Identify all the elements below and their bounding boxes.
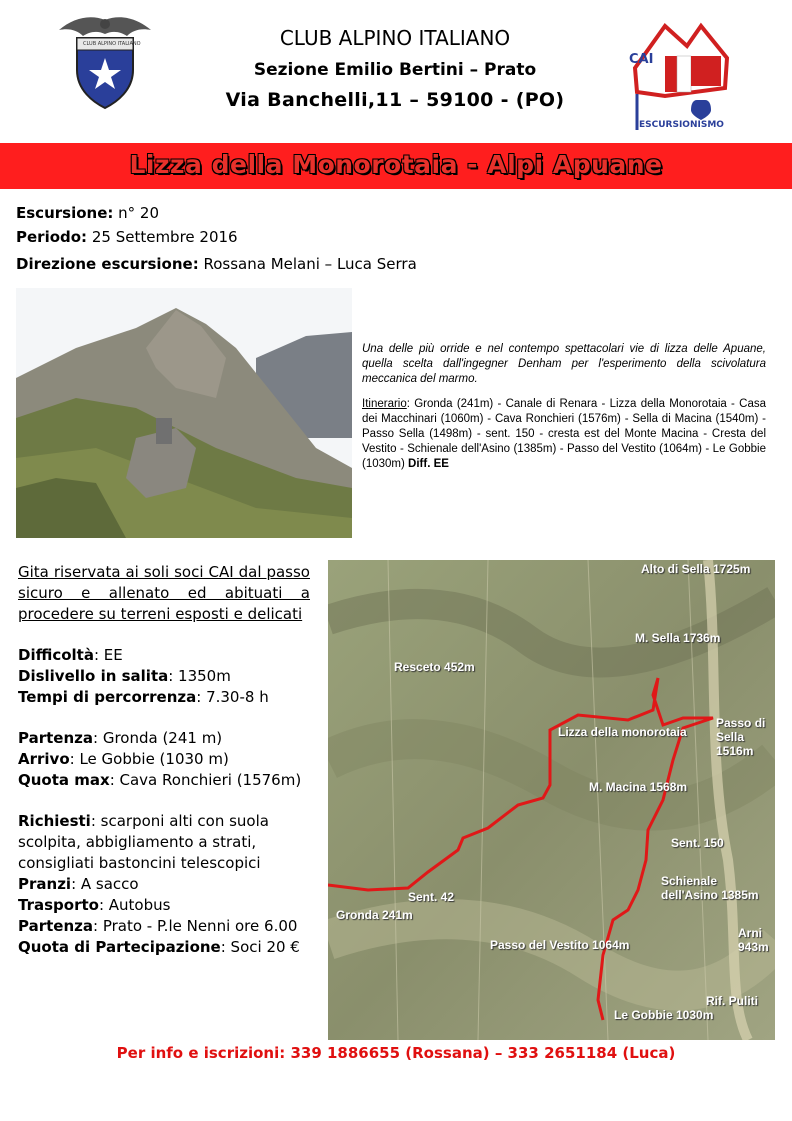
difficulty-note: Diff. EE [408, 458, 449, 470]
map-label-sent-42: Sent. 42 [408, 890, 455, 904]
map-label-passo-del-vestito: Passo del Vestito 1064m [490, 938, 630, 952]
start-value: : Gronda (241 m) [93, 729, 223, 747]
max-altitude-value: : Cava Ronchieri (1576m) [109, 771, 302, 789]
transport-label: Trasporto [18, 896, 99, 914]
difficulty-label: Difficoltà [18, 646, 94, 664]
trip-details [18, 562, 310, 958]
map-label-lizza: Lizza della monorotaia [558, 725, 687, 739]
transport-value: : Autobus [98, 896, 171, 914]
contact-footer: Per info e iscrizioni: 339 1886655 (Rossana) – 333 2651184 (Luca) [116, 1044, 676, 1062]
departure-label: Partenza [18, 917, 93, 935]
direction-row [16, 255, 417, 273]
map-label-rif-puliti: Rif. Puliti [706, 994, 758, 1008]
map-label-m-sella: M. Sella 1736m [635, 631, 721, 645]
excursion-value: n° 20 [118, 204, 160, 222]
arrival-value: : Le Gobbie (1030 m) [69, 750, 229, 768]
address: Via Banchelli,11 – 59100 - (PO) [225, 89, 565, 111]
section-name: Sezione Emilio Bertini – Prato [253, 60, 537, 80]
fee-label: Quota di Partecipazione [18, 938, 221, 956]
max-altitude-label: Quota max [18, 771, 110, 789]
excursion-label: Escursione: [16, 204, 114, 222]
route-group [18, 728, 310, 791]
period-label: Periodo: [16, 228, 88, 246]
org-name: CLUB ALPINO ITALIANO [279, 26, 511, 50]
itinerary-label: Itinerario [362, 398, 407, 410]
map-label-arni: Arni 943m [738, 926, 769, 954]
cai-logo: CLUB ALPINO ITALIANO [55, 12, 155, 112]
direction-label: Direzione escursione: [16, 255, 199, 273]
technical-group [18, 645, 310, 708]
elevation-value: : 1350m [168, 667, 231, 685]
description [362, 342, 766, 482]
map-label-gronda: Gronda 241m [336, 908, 413, 922]
itinerary [362, 397, 766, 472]
period-value: 25 Settembre 2016 [91, 228, 238, 246]
lunch-label: Pranzi [18, 875, 72, 893]
departure-value: : Prato - P.le Nenni ore 6.00 [93, 917, 298, 935]
lunch-value: : A sacco [71, 875, 139, 893]
fee-value: : Soci 20 € [220, 938, 300, 956]
required-value: : scarponi alti con suola scolpita, abbigliamento a strati, consigliati bastoncini telescopici [18, 812, 269, 872]
escursionismo-logo: CAI ESCURSIONISMO [625, 18, 735, 138]
elevation-label: Dislivello in salita [18, 667, 169, 685]
time-label: Tempi di percorrenza [18, 688, 197, 706]
excursion-number-row [16, 204, 159, 222]
direction-value: Rossana Melani – Luca Serra [203, 255, 417, 273]
route-map [328, 560, 775, 1040]
map-label-schienale: Schienale dell'Asino 1385m [661, 874, 759, 902]
page-title: Lizza della Monorotaia - Alpi Apuane [129, 150, 663, 179]
map-label-sent-150: Sent. 150 [671, 836, 724, 850]
required-label: Richiesti [18, 812, 91, 830]
mountain-photo [16, 288, 352, 538]
warning-text: Gita riservata ai soli soci CAI dal passo sicuro e allenato ed abituati a procedere su terreni esposti e delicati [18, 563, 310, 623]
arrival-label: Arrivo [18, 750, 70, 768]
map-label-passo-di-sella: Passo di Sella 1516m [716, 716, 766, 758]
logistics-group [18, 811, 310, 958]
map-label-m-macina: M. Macina 1568m [589, 780, 688, 794]
period-row [16, 228, 238, 246]
time-value: : 7.30-8 h [196, 688, 269, 706]
start-label: Partenza [18, 729, 93, 747]
map-label-alto-di-sella: Alto di Sella 1725m [641, 562, 751, 576]
difficulty-value: : EE [93, 646, 123, 664]
itinerary-text: : Gronda (241m) - Canale di Renara - Lizza della Monorotaia - Casa dei Macchinari (1060m) - Cava Ronchieri (1576m) - Sella di Macina (1540m) - Passo Sella (1498m) - sent. 150 - cresta est del Monte Macina - Cresta del Vestito - Schienale dell'Asino (1385m) - Passo del Vestito (1064m) - Le Gobbie (1030m) [362, 398, 766, 470]
intro-text: Una delle più orride e nel contempo spettacolari vie di lizza delle Apuane, quella scelta dall'ingegner Denham per l'esperimento della scivolatura meccanica del marmo. [362, 343, 766, 385]
map-label-le-gobbie: Le Gobbie 1030m [614, 1008, 714, 1022]
map-label-resceto: Resceto 452m [394, 660, 475, 674]
